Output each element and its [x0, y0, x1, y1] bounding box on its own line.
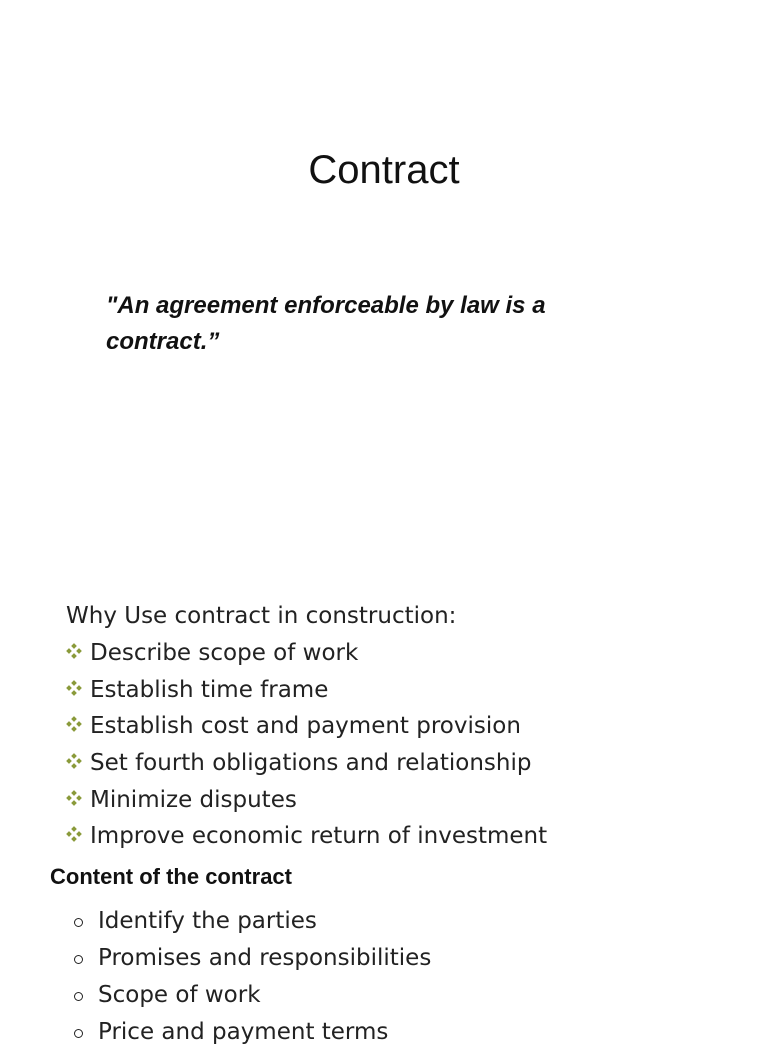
content-heading: Content of the contract: [50, 864, 292, 889]
list-item: [66, 635, 746, 672]
why-section: [66, 598, 746, 855]
list-item: [74, 976, 754, 1013]
list-item-text: Describe scope of work: [90, 640, 359, 667]
content-section: [74, 902, 754, 1050]
diamond-bullet-icon: [66, 643, 82, 659]
circle-bullet-icon: [74, 955, 83, 964]
list-item-text: Promises and responsibilities: [98, 944, 432, 971]
diamond-bullet-icon: [66, 826, 82, 842]
list-item: [74, 1013, 754, 1050]
list-item: [66, 671, 746, 708]
list-item-text: Price and payment terms: [98, 1018, 389, 1045]
list-item: [66, 708, 746, 745]
why-heading: Why Use contract in construction:: [66, 603, 457, 629]
list-item-text: Establish time frame: [90, 676, 329, 703]
list-item: [66, 818, 746, 855]
definition-quote: "An agreement enforceable by law is a contract.”: [106, 292, 546, 355]
content-list: [74, 902, 754, 1050]
diamond-bullet-icon: [66, 716, 82, 732]
list-item-text: Set fourth obligations and relationship: [90, 750, 532, 777]
list-item-text: Minimize disputes: [90, 786, 297, 813]
why-list: [66, 635, 746, 855]
list-item: [66, 781, 746, 818]
circle-bullet-icon: [74, 918, 83, 927]
list-item-text: Scope of work: [98, 981, 261, 1008]
diamond-bullet-icon: [66, 680, 82, 696]
page-title: Contract: [308, 148, 460, 192]
diamond-bullet-icon: [66, 790, 82, 806]
circle-bullet-icon: [74, 992, 83, 1001]
list-item: [74, 939, 754, 976]
list-item-text: Identify the parties: [98, 907, 317, 934]
list-item: [74, 902, 754, 939]
list-item-text: Improve economic return of investment: [90, 823, 548, 850]
list-item: [66, 745, 746, 782]
list-item-text: Establish cost and payment provision: [90, 713, 521, 740]
diamond-bullet-icon: [66, 753, 82, 769]
circle-bullet-icon: [74, 1029, 83, 1038]
